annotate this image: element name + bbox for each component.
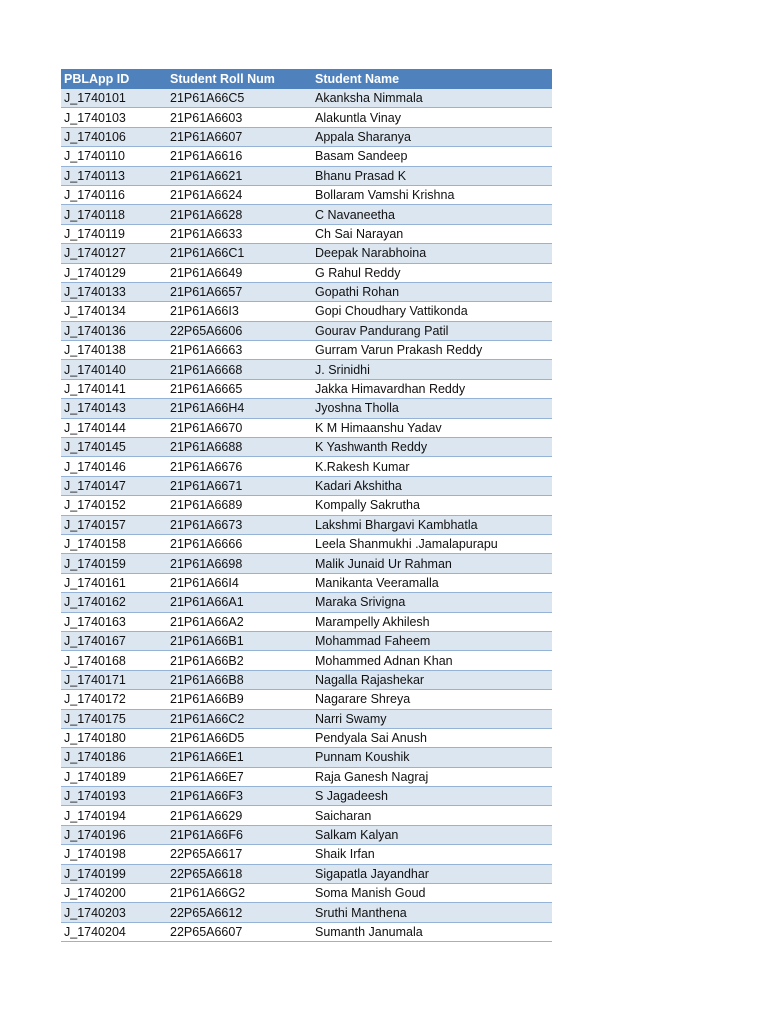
cell-roll-num: 22P65A6617: [167, 845, 312, 864]
cell-student-name: Gurram Varun Prakash Reddy: [312, 341, 552, 360]
table-row: [61, 728, 552, 747]
cell-pblapp-id: J_1740145: [61, 438, 167, 457]
cell-student-name: Lakshmi Bhargavi Kambhatla: [312, 515, 552, 534]
cell-roll-num: 21P61A66C1: [167, 244, 312, 263]
cell-student-name: C Navaneetha: [312, 205, 552, 224]
cell-student-name: Nagarare Shreya: [312, 690, 552, 709]
cell-pblapp-id: J_1740168: [61, 651, 167, 670]
cell-student-name: Raja Ganesh Nagraj: [312, 767, 552, 786]
cell-student-name: Basam Sandeep: [312, 147, 552, 166]
cell-pblapp-id: J_1740141: [61, 379, 167, 398]
cell-roll-num: 22P65A6618: [167, 864, 312, 883]
cell-roll-num: 21P61A66C5: [167, 89, 312, 108]
table-body: [61, 89, 552, 942]
table-row: [61, 690, 552, 709]
cell-roll-num: 21P61A6670: [167, 418, 312, 437]
cell-pblapp-id: J_1740162: [61, 593, 167, 612]
cell-roll-num: 21P61A6607: [167, 127, 312, 146]
cell-student-name: Shaik Irfan: [312, 845, 552, 864]
cell-roll-num: 21P61A66F6: [167, 825, 312, 844]
cell-roll-num: 21P61A6624: [167, 185, 312, 204]
cell-roll-num: 21P61A66C2: [167, 709, 312, 728]
cell-roll-num: 21P61A66E1: [167, 748, 312, 767]
table-row: [61, 612, 552, 631]
cell-student-name: J. Srinidhi: [312, 360, 552, 379]
student-roster-sheet: [61, 69, 552, 942]
table-row: [61, 845, 552, 864]
cell-roll-num: 21P61A6668: [167, 360, 312, 379]
table-row: [61, 166, 552, 185]
cell-student-name: Punnam Koushik: [312, 748, 552, 767]
header-row: [61, 69, 552, 89]
cell-pblapp-id: J_1740199: [61, 864, 167, 883]
cell-pblapp-id: J_1740158: [61, 534, 167, 553]
cell-roll-num: 21P61A6629: [167, 806, 312, 825]
column-header-roll-num: Student Roll Num: [167, 69, 312, 89]
cell-student-name: Sigapatla Jayandhar: [312, 864, 552, 883]
cell-pblapp-id: J_1740136: [61, 321, 167, 340]
cell-pblapp-id: J_1740129: [61, 263, 167, 282]
table-row: [61, 670, 552, 689]
cell-student-name: Nagalla Rajashekar: [312, 670, 552, 689]
cell-pblapp-id: J_1740198: [61, 845, 167, 864]
cell-student-name: Manikanta Veeramalla: [312, 573, 552, 592]
cell-pblapp-id: J_1740110: [61, 147, 167, 166]
cell-student-name: Mohammad Faheem: [312, 631, 552, 650]
cell-roll-num: 21P61A6689: [167, 496, 312, 515]
cell-student-name: Jakka Himavardhan Reddy: [312, 379, 552, 398]
cell-roll-num: 21P61A66B1: [167, 631, 312, 650]
cell-roll-num: 21P61A66E7: [167, 767, 312, 786]
cell-pblapp-id: J_1740113: [61, 166, 167, 185]
cell-pblapp-id: J_1740127: [61, 244, 167, 263]
table-row: [61, 360, 552, 379]
cell-roll-num: 21P61A6633: [167, 224, 312, 243]
table-row: [61, 224, 552, 243]
cell-pblapp-id: J_1740101: [61, 89, 167, 108]
table-header: [61, 69, 552, 89]
cell-pblapp-id: J_1740159: [61, 554, 167, 573]
cell-roll-num: 21P61A66D5: [167, 728, 312, 747]
table-row: [61, 884, 552, 903]
table-row: [61, 864, 552, 883]
cell-roll-num: 21P61A6671: [167, 476, 312, 495]
cell-student-name: Pendyala Sai Anush: [312, 728, 552, 747]
cell-pblapp-id: J_1740138: [61, 341, 167, 360]
cell-pblapp-id: J_1740146: [61, 457, 167, 476]
cell-student-name: Maraka Srivigna: [312, 593, 552, 612]
cell-roll-num: 21P61A6649: [167, 263, 312, 282]
cell-roll-num: 21P61A66I3: [167, 302, 312, 321]
table-row: [61, 457, 552, 476]
table-row: [61, 205, 552, 224]
cell-student-name: Bhanu Prasad K: [312, 166, 552, 185]
cell-student-name: Gopi Choudhary Vattikonda: [312, 302, 552, 321]
cell-roll-num: 21P61A6688: [167, 438, 312, 457]
table-row: [61, 767, 552, 786]
cell-student-name: S Jagadeesh: [312, 787, 552, 806]
table-row: [61, 108, 552, 127]
cell-roll-num: 21P61A6616: [167, 147, 312, 166]
cell-pblapp-id: J_1740134: [61, 302, 167, 321]
cell-pblapp-id: J_1740161: [61, 573, 167, 592]
table-row: [61, 593, 552, 612]
table-row: [61, 651, 552, 670]
cell-roll-num: 21P61A66F3: [167, 787, 312, 806]
cell-roll-num: 21P61A6676: [167, 457, 312, 476]
cell-student-name: K Yashwanth Reddy: [312, 438, 552, 457]
cell-student-name: Salkam Kalyan: [312, 825, 552, 844]
column-header-student-name: Student Name: [312, 69, 552, 89]
cell-pblapp-id: J_1740194: [61, 806, 167, 825]
table-row: [61, 399, 552, 418]
cell-roll-num: 21P61A66A1: [167, 593, 312, 612]
cell-pblapp-id: J_1740200: [61, 884, 167, 903]
cell-roll-num: 21P61A66B8: [167, 670, 312, 689]
cell-roll-num: 22P65A6606: [167, 321, 312, 340]
table-row: [61, 631, 552, 650]
cell-pblapp-id: J_1740118: [61, 205, 167, 224]
cell-pblapp-id: J_1740172: [61, 690, 167, 709]
cell-roll-num: 21P61A66A2: [167, 612, 312, 631]
cell-pblapp-id: J_1740189: [61, 767, 167, 786]
cell-pblapp-id: J_1740203: [61, 903, 167, 922]
table-row: [61, 709, 552, 728]
cell-pblapp-id: J_1740116: [61, 185, 167, 204]
table-row: [61, 244, 552, 263]
cell-roll-num: 21P61A6663: [167, 341, 312, 360]
cell-roll-num: 21P61A66H4: [167, 399, 312, 418]
cell-student-name: Bollaram Vamshi Krishna: [312, 185, 552, 204]
cell-student-name: Soma Manish Goud: [312, 884, 552, 903]
column-header-pblapp-id: PBLApp ID: [61, 69, 167, 89]
cell-roll-num: 21P61A6698: [167, 554, 312, 573]
cell-pblapp-id: J_1740152: [61, 496, 167, 515]
cell-student-name: Malik Junaid Ur Rahman: [312, 554, 552, 573]
cell-student-name: Narri Swamy: [312, 709, 552, 728]
cell-student-name: Leela Shanmukhi .Jamalapurapu: [312, 534, 552, 553]
cell-roll-num: 22P65A6607: [167, 922, 312, 941]
cell-pblapp-id: J_1740175: [61, 709, 167, 728]
cell-roll-num: 21P61A6628: [167, 205, 312, 224]
cell-student-name: Saicharan: [312, 806, 552, 825]
table-row: [61, 496, 552, 515]
table-row: [61, 379, 552, 398]
cell-pblapp-id: J_1740157: [61, 515, 167, 534]
table-row: [61, 922, 552, 941]
table-row: [61, 89, 552, 108]
cell-pblapp-id: J_1740171: [61, 670, 167, 689]
table-row: [61, 534, 552, 553]
cell-roll-num: 21P61A66B9: [167, 690, 312, 709]
cell-pblapp-id: J_1740180: [61, 728, 167, 747]
cell-student-name: Sruthi Manthena: [312, 903, 552, 922]
cell-student-name: Alakuntla Vinay: [312, 108, 552, 127]
cell-student-name: Ch Sai Narayan: [312, 224, 552, 243]
cell-roll-num: 21P61A6657: [167, 282, 312, 301]
cell-pblapp-id: J_1740167: [61, 631, 167, 650]
cell-pblapp-id: J_1740147: [61, 476, 167, 495]
table-row: [61, 573, 552, 592]
table-row: [61, 185, 552, 204]
table-row: [61, 321, 552, 340]
table-row: [61, 438, 552, 457]
table-row: [61, 127, 552, 146]
cell-roll-num: 21P61A66G2: [167, 884, 312, 903]
cell-roll-num: 21P61A66B2: [167, 651, 312, 670]
cell-roll-num: 21P61A6666: [167, 534, 312, 553]
table-row: [61, 263, 552, 282]
cell-pblapp-id: J_1740106: [61, 127, 167, 146]
cell-student-name: Sumanth Janumala: [312, 922, 552, 941]
table-row: [61, 748, 552, 767]
cell-student-name: Akanksha Nimmala: [312, 89, 552, 108]
cell-student-name: Mohammed Adnan Khan: [312, 651, 552, 670]
cell-student-name: K M Himaanshu Yadav: [312, 418, 552, 437]
cell-pblapp-id: J_1740196: [61, 825, 167, 844]
cell-student-name: Gopathi Rohan: [312, 282, 552, 301]
cell-pblapp-id: J_1740143: [61, 399, 167, 418]
cell-roll-num: 21P61A6603: [167, 108, 312, 127]
cell-pblapp-id: J_1740119: [61, 224, 167, 243]
cell-pblapp-id: J_1740103: [61, 108, 167, 127]
table-row: [61, 554, 552, 573]
cell-student-name: G Rahul Reddy: [312, 263, 552, 282]
table-row: [61, 903, 552, 922]
table-row: [61, 302, 552, 321]
cell-pblapp-id: J_1740204: [61, 922, 167, 941]
cell-student-name: Kompally Sakrutha: [312, 496, 552, 515]
cell-roll-num: 22P65A6612: [167, 903, 312, 922]
table-row: [61, 282, 552, 301]
cell-student-name: Marampelly Akhilesh: [312, 612, 552, 631]
cell-student-name: Appala Sharanya: [312, 127, 552, 146]
cell-pblapp-id: J_1740163: [61, 612, 167, 631]
table-row: [61, 515, 552, 534]
cell-student-name: Kadari Akshitha: [312, 476, 552, 495]
cell-pblapp-id: J_1740193: [61, 787, 167, 806]
cell-roll-num: 21P61A6621: [167, 166, 312, 185]
cell-roll-num: 21P61A66I4: [167, 573, 312, 592]
table-row: [61, 806, 552, 825]
cell-student-name: Deepak Narabhoina: [312, 244, 552, 263]
cell-roll-num: 21P61A6665: [167, 379, 312, 398]
cell-roll-num: 21P61A6673: [167, 515, 312, 534]
student-roster-table: [61, 69, 552, 942]
table-row: [61, 825, 552, 844]
table-row: [61, 476, 552, 495]
cell-student-name: Gourav Pandurang Patil: [312, 321, 552, 340]
cell-pblapp-id: J_1740140: [61, 360, 167, 379]
cell-student-name: K.Rakesh Kumar: [312, 457, 552, 476]
cell-student-name: Jyoshna Tholla: [312, 399, 552, 418]
table-row: [61, 787, 552, 806]
table-row: [61, 341, 552, 360]
table-row: [61, 418, 552, 437]
cell-pblapp-id: J_1740144: [61, 418, 167, 437]
cell-pblapp-id: J_1740133: [61, 282, 167, 301]
cell-pblapp-id: J_1740186: [61, 748, 167, 767]
table-row: [61, 147, 552, 166]
